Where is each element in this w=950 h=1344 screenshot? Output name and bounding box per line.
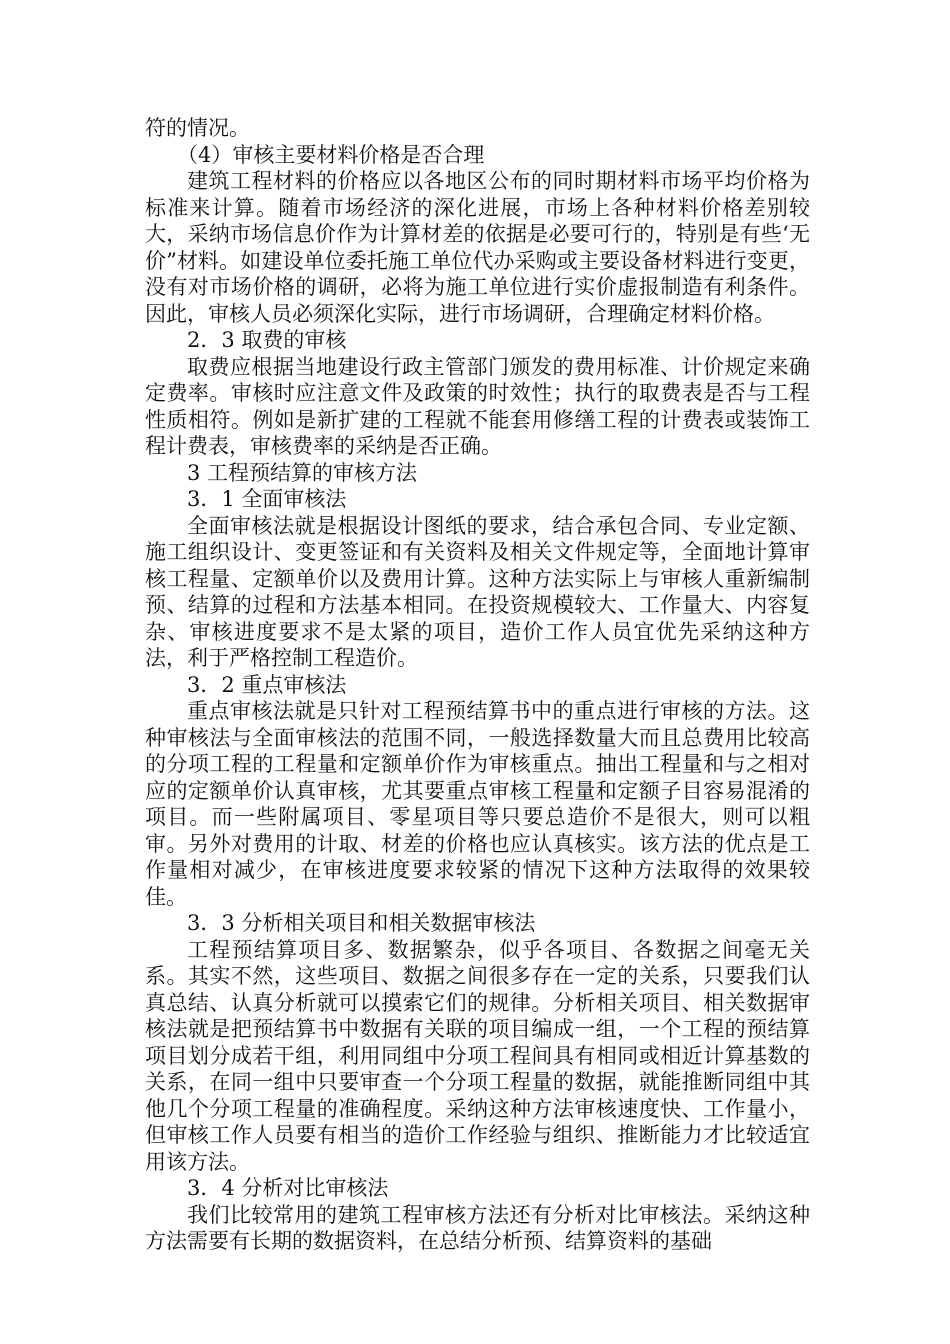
section-heading-3: 3 工程预结算的审核方法	[187, 460, 418, 485]
paragraph-fee-review: 取费应根据当地建设行政主管部门颁发的费用标准、计价规定来确定费率。审核时应注意文件及政策的时效性；执行的取费表是否与工程性质相符。例如是新扩建的工程就不能套用修缮工程的计费表或装饰工程计费表，审核费率的采纳是否正确。	[145, 354, 810, 458]
sub-heading-3-4: 3．4 分析对比审核法	[187, 1176, 389, 1200]
paragraph-related-data-review: 工程预结算项目多、数据繁杂，似乎各项目、各数据之间毫无关系。其实不然，这些项目、数据之间很多存在一定的关系，只要我们认真总结、认真分析就可以摸索它们的规律。分析相关项目、相关数据审核法就是把预结算书中数据有关联的项目编成一组，一个工程的预结算项目划分成若干组，利用同组中分项工程间具有相同或相近计算基数的关系，在同一组中只要审查一个分项工程量的数据，就能推断同组中其他几个分项工程量的准确程度。采纳这种方法审核速度快、工作量小，但审核工作人员要有相当的造价工作经验与组织、推断能力才比较适宜用该方法。	[145, 937, 810, 1174]
sub-heading-3-1: 3．1 全面审核法	[187, 487, 347, 511]
sub-heading-2-3: 2．3 取费的审核	[187, 328, 347, 352]
sub-heading-3-3: 3．3 分析相关项目和相关数据审核法	[187, 911, 536, 935]
sub-heading-3-2: 3．2 重点审核法	[187, 672, 347, 697]
paragraph-full-review: 全面审核法就是根据设计图纸的要求，结合承包合同、专业定额、施工组织设计、变更签证和有关资料及相关文件规定等，全面地计算审核工程量、定额单价以及费用计算。这种方法实际上与审核人重新编制预、结算的过程和方法基本相同。在投资规模较大、工作量大、内容复杂、审核进度要求不是太紧的项目，造价工作人员宜优先采纳这种方法，利于严格控制工程造价。	[145, 513, 810, 670]
paragraph-comparison-review: 我们比较常用的建筑工程审核方法还有分析对比审核法。采纳这种方法需要有长期的数据资料，在总结分析预、结算资料的基础	[145, 1202, 810, 1253]
paragraph-key-review: 重点审核法就是只针对工程预结算书中的重点进行审核的方法。这种审核法与全面审核法的范围不同，一般选择数量大而且总费用比较高的分项工程的工程量和定额单价作为审核重点。抽出工程量和与之相对应的定额单价认真审核，尤其要重点审核工程量和定额子目容易混淆的项目。而一些附属项目、零星项目等只要总造价不是很大，则可以粗审。另外对费用的计取、材差的价格也应认真核实。该方法的优点是工作量相对减少，在审核进度要求较紧的情况下这种方法取得的效果较佳。	[145, 699, 810, 909]
item-heading-material-price: （4）审核主要材料价格是否合理	[177, 142, 485, 167]
paragraph-material-price: 建筑工程材料的价格应以各地区公布的同时期材料市场平均价格为标准来计算。随着市场经济的深化进展，市场上各种材料价格差别较大，采纳市场信息价作为计算材差的依据是必要可行的，特别是有些‘无价”材料。如建设单位委托施工单位代办采购或主要设备材料进行变更，没有对市场价格的调研，必将为施工单位进行实价虚报制造有利条件。因此，审核人员必须深化实际，进行市场调研，合理确定材料价格。	[145, 169, 810, 326]
continuation-text: 符的情况。	[145, 116, 250, 140]
document-page	[145, 115, 810, 1255]
